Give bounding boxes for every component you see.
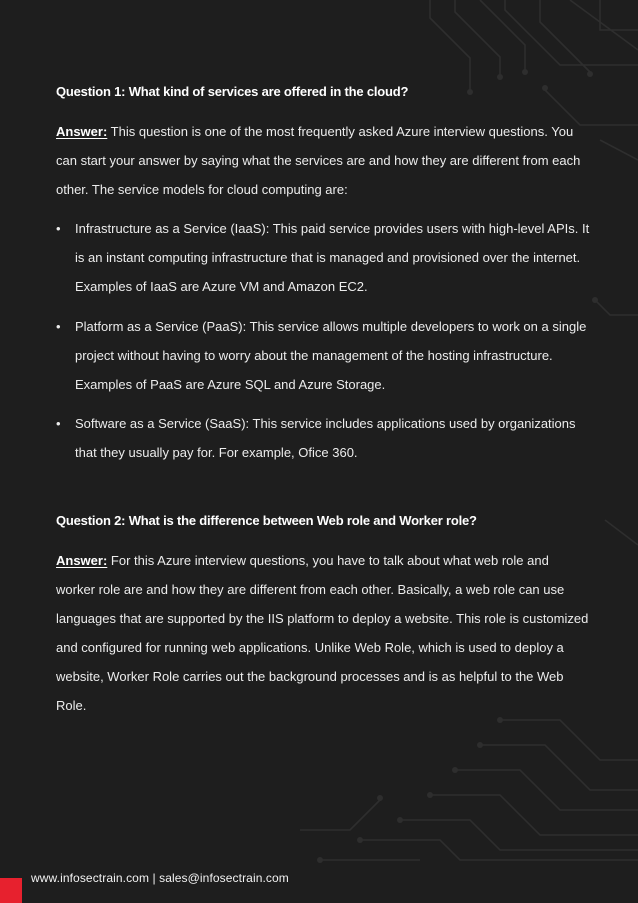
question-1-answer <box>56 117 590 204</box>
list-item-text: Infrastructure as a Service (IaaS): This paid service provides users with high-level APIs. It is an instant computing infrastructure that is managed and provisioned over the internet. Examples of IaaS are Azure VM and Amazon EC2. <box>75 221 590 294</box>
question-2-answer <box>56 546 590 720</box>
answer-label: Answer: <box>56 124 108 139</box>
bullet-icon: • <box>56 416 61 431</box>
footer-accent-bar <box>0 878 22 903</box>
bullet-icon: • <box>56 319 61 334</box>
footer-contact: www.infosectrain.com | sales@infosectrain.com <box>31 871 289 885</box>
answer-text: For this Azure interview questions, you have to talk about what web role and worker role are and how they are different from each other. Basically, a web role can use languages that are supported by the IIS platform to deploy a website. This role is customized and configured for running web applications. Unlike Web Role, which is used to deploy a website, Worker Role carries out the background processes and is as helpful to the Web Role. <box>56 553 589 713</box>
list-item-text: Software as a Service (SaaS): This service includes applications used by organizations that they usually pay for. For example, Ofice 360. <box>75 416 576 460</box>
answer-text: This question is one of the most frequently asked Azure interview questions. You can start your answer by saying what the services are and how they are different from each other. The service models for cloud computing are: <box>56 124 581 197</box>
question-2-title: Question 2: What is the difference between Web role and Worker role? <box>56 513 477 528</box>
answer-label: Answer: <box>56 553 108 568</box>
question-1-title: Question 1: What kind of services are offered in the cloud? <box>56 84 409 99</box>
list-item-text: Platform as a Service (PaaS): This service allows multiple developers to work on a single project without having to worry about the management of the hosting infrastructure. Examples of PaaS are Azure SQL and Azure Storage. <box>75 319 587 392</box>
bullet-icon: • <box>56 221 61 236</box>
